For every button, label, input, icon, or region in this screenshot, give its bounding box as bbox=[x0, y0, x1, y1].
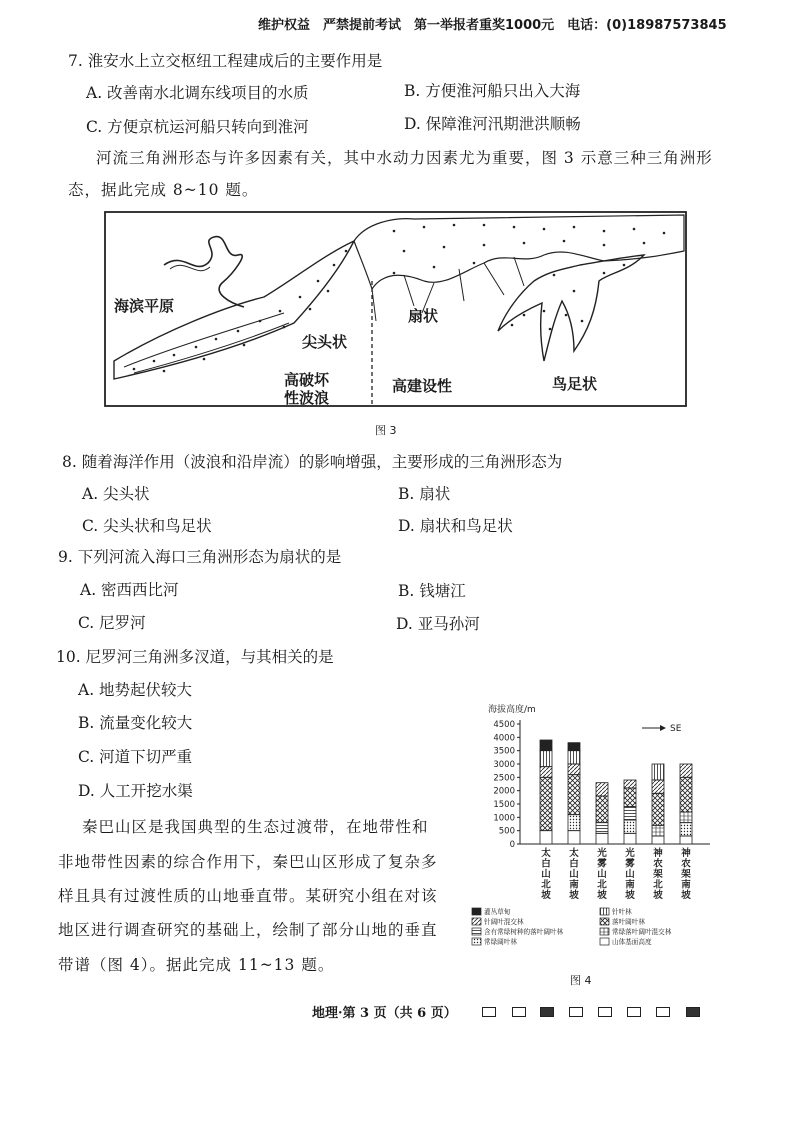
category-label: 北 bbox=[653, 879, 663, 891]
intro2-line4: 地区进行调查研究的基础上，绘制了部分山地的垂直 bbox=[58, 921, 438, 939]
legend-label: 常绿落叶阔叶混交林 bbox=[612, 928, 672, 936]
y-axis-label: 海拔高度/m bbox=[488, 705, 536, 715]
direction-label: SE bbox=[670, 724, 682, 734]
bar-segment bbox=[652, 780, 664, 793]
label-high-wave-1: 高破坏 bbox=[284, 371, 330, 389]
legend-swatch bbox=[600, 938, 609, 945]
bar-segment bbox=[596, 833, 608, 844]
q7-option-c: C. 方便京杭运河船只转向到淮河 bbox=[86, 118, 309, 136]
bar-segment bbox=[652, 764, 664, 780]
bar-segment bbox=[568, 743, 580, 751]
y-tick-label: 2500 bbox=[493, 773, 515, 784]
intro2-line1: 秦巴山区是我国典型的生态过渡带，在地带性和 bbox=[82, 818, 429, 836]
q8-option-d: D. 扇状和鸟足状 bbox=[398, 517, 513, 535]
category-label: 光 bbox=[597, 848, 607, 859]
category-label: 南 bbox=[569, 879, 579, 891]
bar-segment bbox=[652, 793, 664, 825]
category-label: 南 bbox=[681, 879, 691, 891]
y-tick-label: 1500 bbox=[493, 800, 515, 810]
y-tick-label: 4000 bbox=[493, 733, 515, 744]
figure-4-chart bbox=[470, 698, 720, 958]
intro-paragraph-line2: 态，据此完成 8~10 题。 bbox=[68, 181, 259, 199]
category-label: 坡 bbox=[625, 890, 635, 901]
bar-segment bbox=[624, 820, 636, 833]
label-high-constructive: 高建设性 bbox=[392, 377, 453, 395]
q10-option-d: D. 人工开挖水渠 bbox=[78, 782, 193, 800]
footer-mark bbox=[627, 1007, 641, 1017]
intro2-line2: 非地带性因素的综合作用下，秦巴山区形成了复杂多 bbox=[58, 853, 438, 871]
legend-swatch bbox=[472, 908, 481, 915]
footer-mark bbox=[598, 1007, 612, 1017]
bar-segment bbox=[652, 825, 664, 836]
figure-4-caption: 图 4 bbox=[570, 974, 592, 987]
bar-segment bbox=[680, 823, 692, 836]
category-label: 雾 bbox=[597, 858, 607, 870]
category-label: 坡 bbox=[541, 890, 551, 901]
q8-option-c: C. 尖头状和鸟足状 bbox=[82, 517, 212, 535]
label-bird-foot: 鸟足状 bbox=[552, 375, 598, 393]
legend-swatch bbox=[472, 928, 481, 935]
category-label: 山 bbox=[541, 869, 551, 880]
bar-segment bbox=[624, 780, 636, 788]
label-fan: 扇状 bbox=[408, 307, 439, 325]
category-label: 山 bbox=[625, 869, 635, 880]
legend-swatch bbox=[600, 918, 609, 925]
legend-label: 针阔叶混交林 bbox=[484, 918, 524, 926]
bar-segment bbox=[680, 777, 692, 812]
q10-stem: 10. 尼罗河三角洲多汊道，与其相关的是 bbox=[56, 648, 334, 666]
q10-option-a: A. 地势起伏较大 bbox=[78, 681, 193, 699]
figure-3-caption: 图 3 bbox=[375, 424, 397, 437]
q7-stem: 7. 淮安水上立交枢纽工程建成后的主要作用是 bbox=[68, 52, 383, 70]
q9-option-a: A. 密西西比河 bbox=[80, 581, 179, 599]
page-header: 维护权益 严禁提前考试 第一举报者重奖1000元 电话：(0)18987573845 bbox=[258, 18, 727, 33]
footer-mark bbox=[569, 1007, 583, 1017]
category-label: 山 bbox=[569, 869, 579, 880]
legend-label: 针叶林 bbox=[612, 908, 632, 916]
bar-segment bbox=[540, 751, 552, 767]
figure-3-delta-diagram bbox=[104, 211, 687, 407]
intro2-line3: 样且具有过渡性质的山地垂直带。某研究小组在对该 bbox=[58, 887, 438, 905]
q7-option-a: A. 改善南水北调东线项目的水质 bbox=[86, 84, 309, 102]
legend-label: 落叶阔叶林 bbox=[612, 918, 645, 926]
legend-label: 灌丛草甸 bbox=[484, 908, 511, 916]
category-label: 农 bbox=[653, 858, 663, 870]
q9-option-b: B. 钱塘江 bbox=[398, 582, 466, 600]
bar-segment bbox=[596, 783, 608, 796]
q8-option-b: B. 扇状 bbox=[398, 485, 451, 503]
y-tick-label: 4500 bbox=[493, 720, 515, 730]
category-label: 白 bbox=[541, 858, 551, 870]
footer-mark bbox=[686, 1007, 700, 1017]
label-pointed: 尖头状 bbox=[302, 333, 348, 351]
q8-stem: 8. 随着海洋作用（波浪和沿岸流）的影响增强，主要形成的三角洲形态为 bbox=[62, 453, 563, 471]
y-tick-label: 3000 bbox=[493, 760, 515, 770]
category-label: 坡 bbox=[597, 890, 607, 901]
category-label: 太 bbox=[541, 848, 551, 859]
category-label: 北 bbox=[597, 879, 607, 891]
q10-option-c: C. 河道下切严重 bbox=[78, 748, 193, 766]
q9-stem: 9. 下列河流入海口三角洲形态为扇状的是 bbox=[58, 548, 342, 566]
legend-label: 山体基面高度 bbox=[612, 938, 652, 946]
category-label: 神 bbox=[681, 848, 691, 859]
category-label: 农 bbox=[681, 858, 691, 870]
label-coastal-plain: 海滨平原 bbox=[114, 297, 175, 315]
category-label: 光 bbox=[625, 848, 635, 859]
bar-segment bbox=[680, 836, 692, 844]
q10-option-b: B. 流量变化较大 bbox=[78, 714, 193, 732]
category-label: 南 bbox=[625, 879, 635, 891]
legend-swatch bbox=[600, 928, 609, 935]
q8-option-a: A. 尖头状 bbox=[82, 485, 150, 503]
y-tick-label: 2000 bbox=[493, 786, 515, 797]
category-label: 北 bbox=[541, 879, 551, 891]
label-high-wave-2: 性波浪 bbox=[284, 389, 330, 407]
category-label: 山 bbox=[597, 869, 607, 880]
page-footer: 地理·第 3 页（共 6 页） bbox=[312, 1006, 457, 1021]
bar-segment bbox=[540, 777, 552, 830]
footer-mark bbox=[512, 1007, 526, 1017]
legend-swatch bbox=[472, 938, 481, 945]
bar-segment bbox=[680, 764, 692, 777]
bar-segment bbox=[624, 788, 636, 807]
legend-swatch bbox=[600, 908, 609, 915]
footer-mark bbox=[540, 1007, 554, 1017]
bar-segment bbox=[568, 831, 580, 844]
category-label: 太 bbox=[569, 848, 579, 859]
bar-segment bbox=[568, 751, 580, 764]
bar-segment bbox=[624, 807, 636, 820]
legend-label: 常绿阔叶林 bbox=[484, 938, 517, 946]
y-tick-label: 0 bbox=[509, 840, 515, 850]
category-label: 神 bbox=[653, 848, 663, 859]
category-label: 坡 bbox=[653, 890, 663, 901]
y-tick-label: 1000 bbox=[493, 813, 515, 824]
legend-label: 含有常绿树种的落叶阔叶林 bbox=[484, 928, 564, 936]
bar-segment bbox=[680, 812, 692, 823]
y-tick-label: 500 bbox=[498, 826, 515, 837]
bar-segment bbox=[540, 831, 552, 844]
bar-segment bbox=[624, 833, 636, 844]
category-label: 坡 bbox=[569, 890, 579, 901]
category-label: 白 bbox=[569, 858, 579, 870]
vertical-zonation-chart bbox=[470, 698, 720, 958]
q7-option-d: D. 保障淮河汛期泄洪顺畅 bbox=[404, 115, 581, 133]
q9-option-d: D. 亚马孙河 bbox=[396, 615, 480, 633]
bar-segment bbox=[540, 740, 552, 751]
bar-segment bbox=[596, 823, 608, 834]
intro2-line5: 带谱（图 4）。据此完成 11~13 题。 bbox=[58, 956, 335, 974]
direction-arrowhead bbox=[660, 725, 666, 731]
category-label: 雾 bbox=[625, 858, 635, 870]
footer-mark bbox=[656, 1007, 670, 1017]
legend-swatch bbox=[472, 918, 481, 925]
bar-segment bbox=[568, 775, 580, 815]
bar-segment bbox=[540, 767, 552, 778]
bar-segment bbox=[568, 815, 580, 831]
intro-paragraph-line1: 河流三角洲形态与许多因素有关，其中水动力因素尤为重要，图 3 示意三种三角洲形 bbox=[96, 149, 713, 167]
category-label: 架 bbox=[653, 869, 663, 880]
q7-option-b: B. 方便淮河船只出入大海 bbox=[404, 82, 581, 100]
bar-segment bbox=[652, 836, 664, 844]
bar-segment bbox=[568, 764, 580, 775]
footer-mark bbox=[482, 1007, 496, 1017]
q9-option-c: C. 尼罗河 bbox=[78, 614, 146, 632]
y-tick-label: 3500 bbox=[493, 746, 515, 757]
bar-segment bbox=[596, 796, 608, 823]
category-label: 坡 bbox=[681, 890, 691, 901]
category-label: 架 bbox=[681, 869, 691, 880]
